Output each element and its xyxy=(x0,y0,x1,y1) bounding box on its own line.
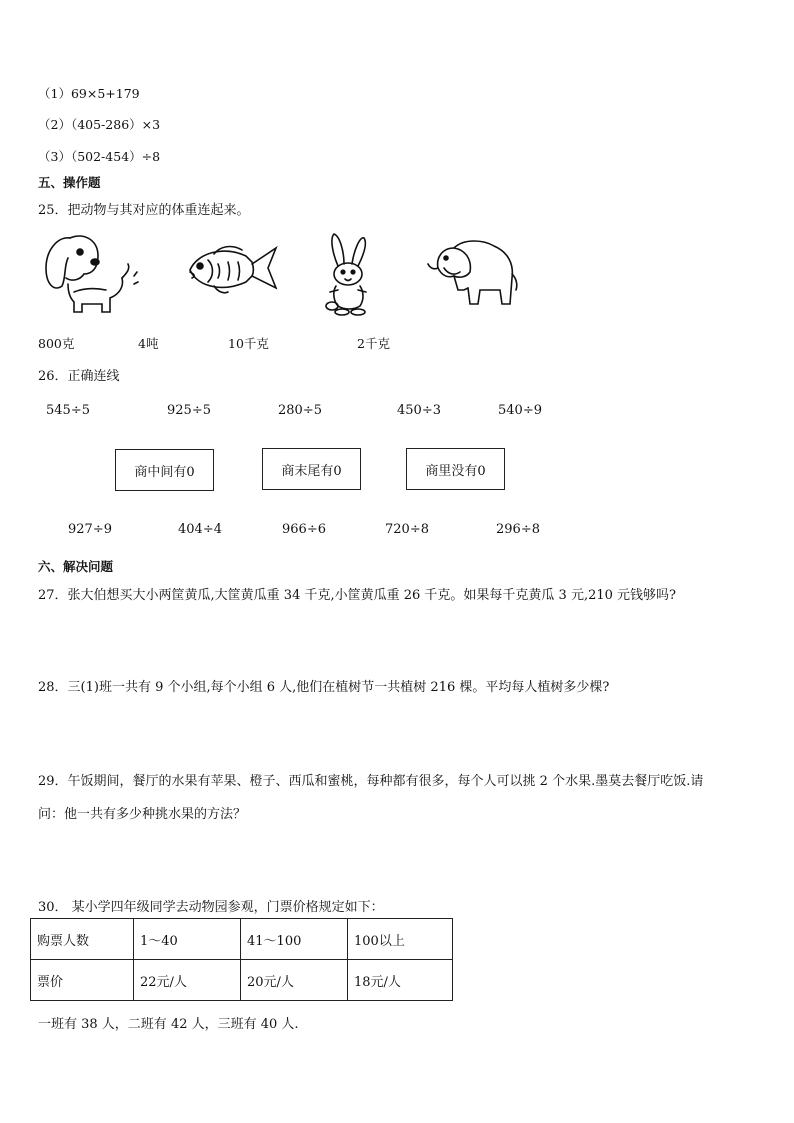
weight-label: 800克 xyxy=(38,336,75,351)
rabbit-icon xyxy=(318,232,380,316)
q26-prompt: 26．正确连线 xyxy=(38,369,120,384)
table-row xyxy=(31,919,453,960)
ticket-price-table xyxy=(30,918,453,1001)
division-expression: 966÷6 xyxy=(282,522,326,537)
section-title-problems: 六、解决问题 xyxy=(38,559,114,574)
division-expression: 280÷5 xyxy=(278,403,322,418)
weight-label: 2千克 xyxy=(357,336,390,351)
table-cell: 41～100 xyxy=(241,919,348,960)
q30-intro: 30． 某小学四年级同学去动物园参观，门票价格规定如下： xyxy=(38,900,384,915)
q25-prompt: 25．把动物与其对应的体重连起来。 xyxy=(38,203,250,218)
q24-item-1: （1）69×5+179 xyxy=(38,86,140,101)
q24-item-2: （2）（405-286）×3 xyxy=(38,117,161,132)
weight-label: 10千克 xyxy=(228,336,269,351)
fish-icon xyxy=(184,240,280,296)
table-cell: 1～40 xyxy=(134,919,241,960)
category-box: 商末尾有0 xyxy=(262,448,361,490)
division-expression: 540÷9 xyxy=(498,403,542,418)
q30-footer: 一班有 38 人，二班有 42 人，三班有 40 人. xyxy=(38,1017,299,1032)
q29-line-1: 29．午饭期间，餐厅的水果有苹果、橙子、西瓜和蜜桃，每种都有很多，每个人可以挑 2 个水果.墨莫去餐厅吃饭.请 xyxy=(38,774,704,789)
q27-text: 27．张大伯想买大小两筐黄瓜,大筐黄瓜重 34 千克,小筐黄瓜重 26 千克。如果每千克黄瓜 3 元,210 元钱够吗? xyxy=(38,588,677,603)
category-box: 商里没有0 xyxy=(406,448,505,490)
q29-line-2: 问：他一共有多少种挑水果的方法？ xyxy=(38,807,247,822)
division-expression: 927÷9 xyxy=(68,522,112,537)
table-cell: 购票人数 xyxy=(31,919,134,960)
q28-text: 28．三(1)班一共有 9 个小组,每个小组 6 人,他们在植树节一共植树 216 棵。平均每人植树多少棵? xyxy=(38,680,610,695)
table-cell: 20元/人 xyxy=(241,960,348,1001)
division-expression: 545÷5 xyxy=(46,403,90,418)
q24-item-3: （3）（502-454）÷8 xyxy=(38,149,161,164)
table-row xyxy=(31,960,453,1001)
category-box: 商中间有0 xyxy=(115,449,214,491)
weight-label: 4吨 xyxy=(138,336,159,351)
division-expression: 404÷4 xyxy=(178,522,222,537)
table-cell: 18元/人 xyxy=(348,960,453,1001)
division-expression: 925÷5 xyxy=(167,403,211,418)
elephant-icon xyxy=(424,234,520,312)
table-cell: 22元/人 xyxy=(134,960,241,1001)
dog-icon xyxy=(40,228,140,316)
table-cell: 票价 xyxy=(31,960,134,1001)
division-expression: 296÷8 xyxy=(496,522,540,537)
division-expression: 720÷8 xyxy=(385,522,429,537)
division-expression: 450÷3 xyxy=(397,403,441,418)
table-cell: 100以上 xyxy=(348,919,453,960)
section-title-operations: 五、操作题 xyxy=(38,175,101,190)
